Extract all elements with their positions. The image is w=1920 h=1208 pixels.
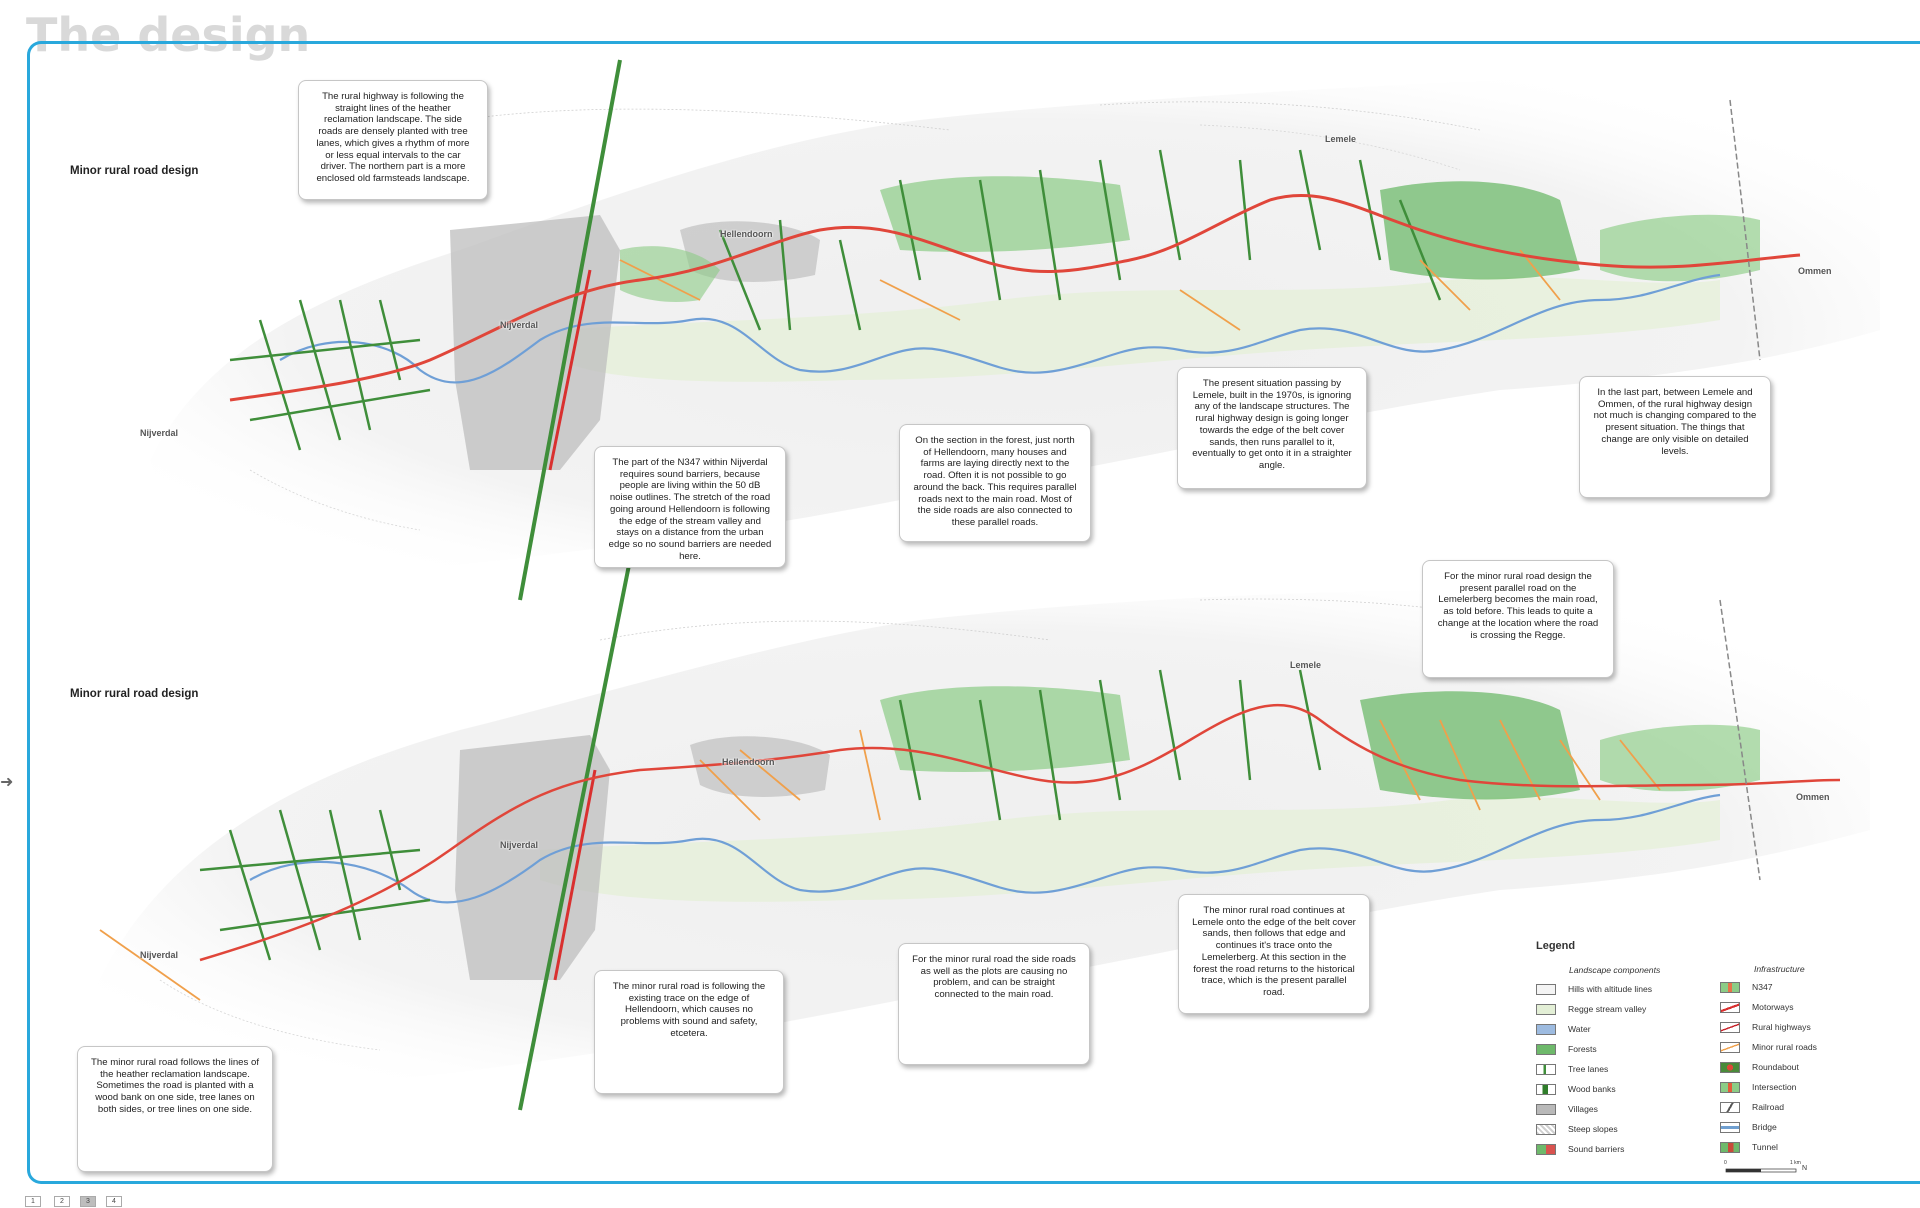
slope-swatch-icon [1536, 1124, 1556, 1135]
place-nijverdal-top: Nijverdal [140, 428, 179, 438]
place-nijverdal-bottom: Nijverdal [140, 950, 179, 960]
callout-bottom-5: The minor rural road continues at Lemele onto the edge of the belt cover sands, then follows that edge and continues it's trace onto the Lemelerberg. At this section in the forest the road returns to the historical trace, which is the present parallel road. [1178, 894, 1370, 1014]
callout-top-2: The part of the N347 within Nijverdal requires sound barriers, because people are living within the 50 dB noise outlines. The stretch of the road going around Hellendoorn is following the edge of the stream valley and stays on a distance from the urban edge so no sound barriers are needed here. [594, 446, 786, 568]
bottom-forest-1 [880, 686, 1130, 772]
section-label-bottom: Minor rural road design [70, 688, 199, 700]
place-nijverdal-mid: Nijverdal [500, 320, 539, 330]
callout-bottom-1: For the minor rural road design the present parallel road on the Lemelerberg becomes the main road, as told before. This leads to quite a change at the location where the road is crossing the Regge. [1422, 560, 1614, 678]
bottom-forest-3 [1600, 725, 1760, 791]
callout-top-5: In the last part, between Lemele and Ommen, of the rural highway design not much is changing compared to the present situation. The things that change are only visible on detailed levels. [1579, 376, 1771, 498]
scale-bar [1724, 1160, 1814, 1176]
place-lemele-bottom: Lemele [1290, 660, 1322, 670]
callout-top-3: On the section in the forest, just north of Hellendoorn, many houses and farms are laying directly next to the road. Often it is not possible to go around the back. This requires parallel roads next to the main road. Most of the side roads are also connected to these parallel roads. [899, 424, 1091, 542]
forest-swatch-icon [1536, 1044, 1556, 1055]
page-button-1[interactable]: 1 [25, 1196, 41, 1207]
place-ommen-bottom: Ommen [1796, 792, 1830, 802]
wood-bank-swatch-icon [1536, 1084, 1556, 1095]
tunnel-swatch-icon [1720, 1142, 1740, 1153]
tree-lane-swatch-icon [1536, 1064, 1556, 1075]
place-lemele-top: Lemele [1325, 134, 1357, 144]
callout-top-4: The present situation passing by Lemele, built in the 1970s, is ignoring any of the landscape structures. The rural highway design is going longer towards the edge of the belt cover sands, then runs parallel to it, eventually to get onto it in a straighter angle. [1177, 367, 1367, 489]
top-forest-2 [1380, 181, 1580, 279]
previous-arrow-icon[interactable]: ➜ [0, 774, 14, 791]
north-arrow-icon: N [1802, 1165, 1808, 1172]
village-swatch-icon [1536, 1104, 1556, 1115]
place-hellendoorn-bottom: Hellendoorn [722, 757, 775, 767]
hills-swatch-icon [1536, 984, 1556, 995]
n347-swatch-icon [1720, 982, 1740, 993]
top-forest-1 [880, 176, 1130, 252]
scale-end: 1 km [1790, 1160, 1801, 1166]
bridge-swatch-icon [1720, 1122, 1740, 1133]
scale-start: 0 [1724, 1160, 1727, 1166]
callout-bottom-3: The minor rural road is following the existing trace on the edge of Hellendoorn, which causes no problems with sound and safety, etcetera. [594, 970, 784, 1094]
railroad-swatch-icon [1720, 1102, 1740, 1113]
intersection-swatch-icon [1720, 1082, 1740, 1093]
place-ommen-top: Ommen [1798, 266, 1832, 276]
callout-bottom-2: The minor rural road follows the lines of the heather reclamation landscape. Sometimes the road is planted with a wood bank on one side, tree lanes on both sides, or tree lines on one side. [77, 1046, 273, 1172]
legend-head-infrastructure: Infrastructure [1754, 964, 1805, 974]
callout-top-1: The rural highway is following the straight lines of the heather reclamation landscape. The side roads are densely planted with tree lanes, which gives a rhythm of more or less equal intervals to the car driver. The northern part is a more enclosed old farmsteads landscape. [298, 80, 488, 200]
legend-title: Legend [1536, 940, 1576, 952]
top-forest-3 [1600, 215, 1760, 281]
minor-road-swatch-icon [1720, 1042, 1740, 1053]
page-button-3[interactable]: 3 [80, 1196, 96, 1207]
valley-swatch-icon [1536, 1004, 1556, 1015]
page-button-2[interactable]: 2 [54, 1196, 70, 1207]
section-label-top: Minor rural road design [70, 165, 199, 177]
callout-bottom-4: For the minor rural road the side roads as well as the plots are causing no problem, and can be straight connected to the main road. [898, 943, 1090, 1065]
sound-barrier-swatch-icon [1536, 1144, 1556, 1155]
legend-head-landscape: Landscape components [1569, 965, 1661, 975]
place-nijverdal-bottom-mid: Nijverdal [500, 840, 539, 850]
roundabout-swatch-icon [1720, 1062, 1740, 1073]
place-hellendoorn-top: Hellendoorn [720, 229, 773, 239]
page-button-4[interactable]: 4 [106, 1196, 122, 1207]
water-swatch-icon [1536, 1024, 1556, 1035]
motorway-swatch-icon [1720, 1002, 1740, 1013]
page-title: The design [26, 8, 311, 62]
legend: Legend Landscape components Infrastructure Hills with altitude lines Regge stream valley Water Forests Tree lanes Wood banks Villages Steep slopes Sound barriers N347 Motorways Rural highways Minor rural roads Roundabout Intersection Railroad Bridge Tunnel [1536, 940, 1817, 1154]
rural-highway-swatch-icon [1720, 1022, 1740, 1033]
